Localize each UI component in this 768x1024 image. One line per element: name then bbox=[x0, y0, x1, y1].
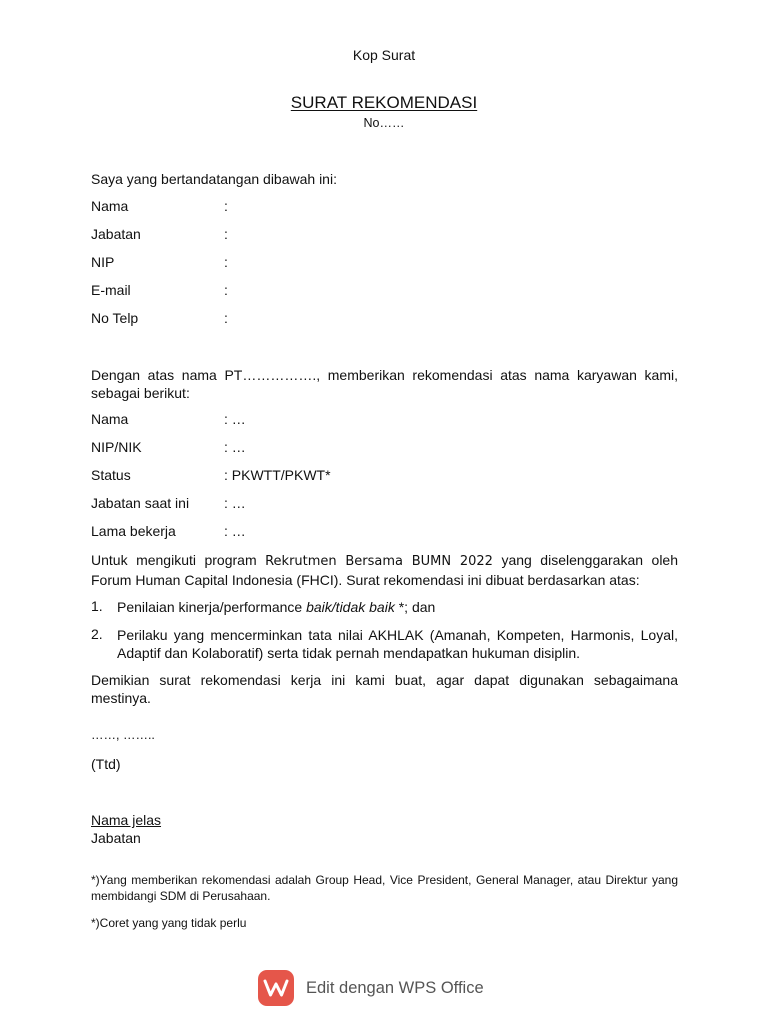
signer-full-name: Nama jelas bbox=[91, 812, 162, 828]
signer-value-telp: : bbox=[224, 310, 228, 326]
signer-position: Jabatan bbox=[91, 830, 141, 846]
employee-value-jabatan: : … bbox=[224, 495, 246, 511]
wps-logo-icon bbox=[258, 970, 294, 1006]
signer-value-email: : bbox=[224, 282, 228, 298]
closing-paragraph: Demikian surat rekomendasi kerja ini kami buat, agar dapat digunakan sebagaimana mestinya. bbox=[91, 672, 678, 706]
employee-label-nip: NIP/NIK bbox=[91, 439, 142, 455]
signer-intro: Saya yang bertandatangan dibawah ini: bbox=[91, 171, 337, 187]
basis-number-1: 1. bbox=[91, 598, 103, 614]
signer-label-email: E-mail bbox=[91, 282, 131, 298]
program-text-before: Untuk mengikuti program bbox=[91, 552, 266, 568]
signer-label-telp: No Telp bbox=[91, 310, 139, 326]
recommendation-intro: Dengan atas nama PT……………., memberikan rekomendasi atas nama karyawan kami, sebagai berikut: bbox=[91, 367, 678, 401]
edit-with-wps-button[interactable] bbox=[258, 969, 484, 1007]
employee-label-nama: Nama bbox=[91, 411, 129, 427]
program-paragraph bbox=[91, 551, 678, 589]
signer-label-nip: NIP bbox=[91, 254, 115, 270]
employee-label-status: Status bbox=[91, 467, 131, 483]
basis-1-after: *; dan bbox=[394, 599, 436, 615]
employee-value-tenure: : … bbox=[224, 523, 246, 539]
signer-value-nip: : bbox=[224, 254, 228, 270]
footnote-1: *)Yang memberikan rekomendasi adalah Group Head, Vice President, General Manager, atau Direktur yang membidangi SDM di Perusahaan. bbox=[91, 873, 678, 903]
place-date: ……, …….. bbox=[91, 728, 155, 742]
basis-item-1 bbox=[117, 598, 678, 616]
letter-title bbox=[0, 93, 768, 113]
signer-label-jabatan: Jabatan bbox=[91, 226, 141, 242]
footnote-2: *)Coret yang yang tidak perlu bbox=[91, 916, 247, 930]
program-name: Rekrutmen Bersama BUMN 2022 bbox=[265, 554, 493, 569]
basis-1-before: Penilaian kinerja/performance bbox=[117, 599, 307, 615]
employee-label-jabatan: Jabatan saat ini bbox=[91, 495, 190, 511]
signer-value-jabatan: : bbox=[224, 226, 228, 242]
signature-ttd: (Ttd) bbox=[91, 756, 121, 772]
letterhead-placeholder: Kop Surat bbox=[352, 47, 416, 63]
letter-number: No…… bbox=[363, 116, 405, 130]
basis-number-2: 2. bbox=[91, 626, 103, 642]
program-text-after: yang diselenggarakan oleh Forum Human Capital Indonesia (FHCI). Surat rekomendasi ini dibuat berdasarkan atas: bbox=[91, 552, 678, 588]
employee-label-tenure: Lama bekerja bbox=[91, 523, 176, 539]
signer-label-nama: Nama bbox=[91, 198, 129, 214]
signer-value-nama: : bbox=[224, 198, 228, 214]
wps-edit-label: Edit dengan WPS Office bbox=[306, 978, 484, 997]
employee-value-nip: : … bbox=[224, 439, 246, 455]
employee-value-nama: : … bbox=[224, 411, 246, 427]
basis-item-2: Perilaku yang mencerminkan tata nilai AKHLAK (Amanah, Kompeten, Harmonis, Loyal, Adaptif dan Kolaboratif) serta tidak pernah mendapatkan hukuman disiplin. bbox=[117, 627, 678, 661]
basis-1-italic: baik/tidak baik bbox=[306, 599, 395, 615]
letter-title-text: SURAT REKOMENDASI bbox=[290, 93, 478, 112]
employee-value-status: : PKWTT/PKWT* bbox=[224, 467, 331, 483]
